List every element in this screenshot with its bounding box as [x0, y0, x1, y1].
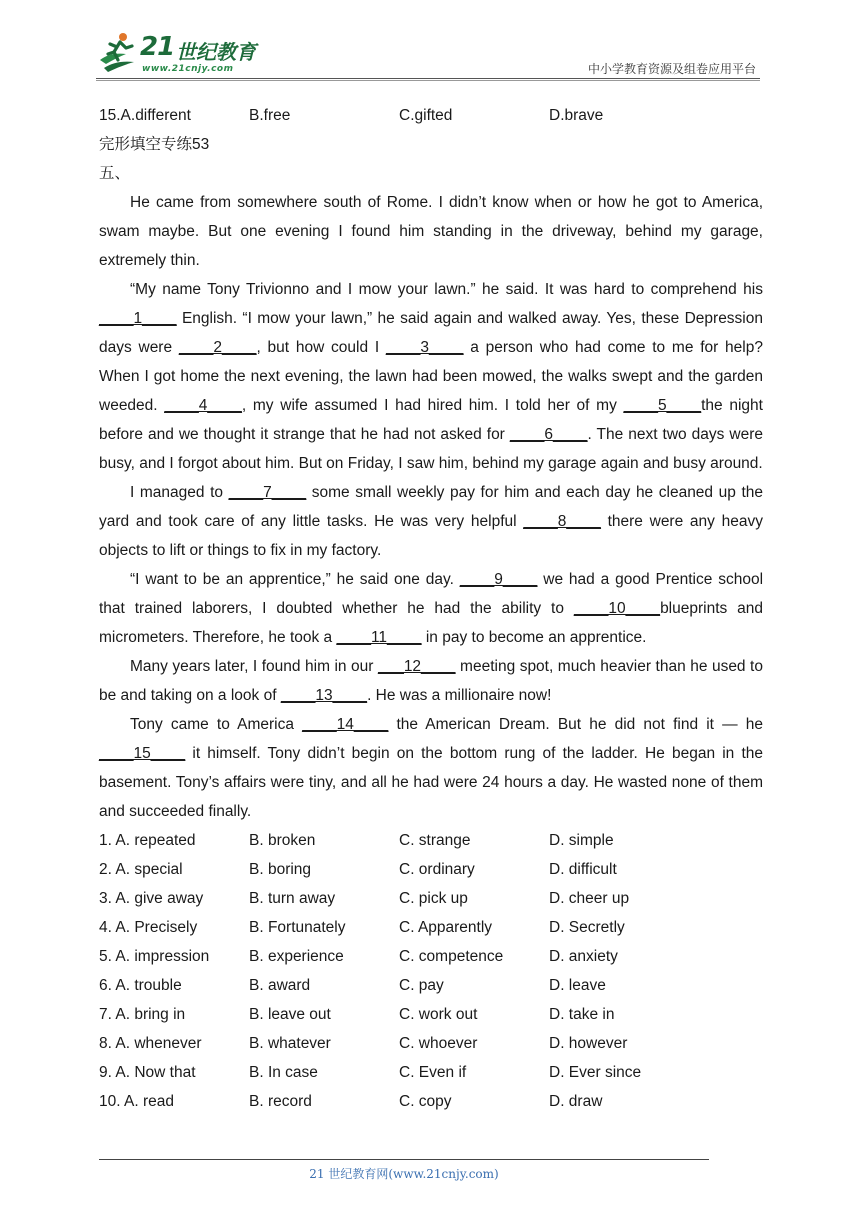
option-d: D. anxiety	[549, 948, 618, 965]
question-options	[99, 913, 763, 942]
option-d: D. Ever since	[549, 1064, 642, 1081]
cloze-blank: ____7____	[228, 484, 307, 501]
question-options	[99, 1029, 763, 1058]
option-d: D. difficult	[549, 861, 617, 878]
passage-text: I managed to	[130, 484, 229, 501]
options-list	[99, 826, 763, 1116]
passage-text: . He was a millionaire now!	[367, 687, 552, 704]
option-a: 4. A. Precisely	[99, 919, 198, 936]
question-options	[99, 1087, 763, 1116]
passage-paragraph	[99, 188, 763, 275]
passage-text: “I want to be an apprentice,” he said one day.	[130, 571, 460, 588]
footer-source: 21 世纪教育网(www.21cnjy.com)	[309, 1167, 499, 1181]
passage-text: it himself. Tony didn’t begin on the bottom rung of the ladder. He began in the basement. Tony’s affairs were tiny, and all he had were 24 hours a day. He wasted none of them and succeeded finally.	[99, 745, 763, 820]
passage-paragraph	[99, 565, 763, 652]
option-b: B. boring	[249, 861, 312, 878]
option-c: C. ordinary	[399, 861, 475, 878]
option-b: B. experience	[249, 948, 344, 965]
option-c: C. work out	[399, 1006, 478, 1023]
option-a: 1. A. repeated	[99, 832, 196, 849]
option-d: D.brave	[549, 107, 604, 124]
header-divider	[96, 78, 760, 79]
option-a: 8. A. whenever	[99, 1035, 202, 1052]
cloze-blank: ___12____	[377, 658, 456, 675]
cloze-blank: ____8____	[523, 513, 601, 530]
option-a: 7. A. bring in	[99, 1006, 186, 1023]
option-b: B. In case	[249, 1064, 318, 1081]
question-options	[99, 855, 763, 884]
option-b: B. leave out	[249, 1006, 331, 1023]
passage-text: some small weekly pay for him and each day he cleaned up the yard and took care of any little tasks. He was very helpful	[99, 484, 763, 530]
option-b: B.free	[249, 107, 291, 124]
passage-text: He came from somewhere south of Rome. I didn’t know when or how he got to America, swam maybe. But one evening I found him standing in the driveway, behind my garage, extremely thin.	[99, 194, 763, 269]
option-a: 10. A. read	[99, 1093, 174, 1110]
passage-paragraph	[99, 710, 763, 826]
option-d: D. draw	[549, 1093, 603, 1110]
header-divider-thin	[96, 80, 760, 81]
section-title: 完形填空专练53	[99, 136, 210, 153]
passage-paragraph	[99, 652, 763, 710]
question-options	[99, 942, 763, 971]
option-d: D. cheer up	[549, 890, 630, 907]
cloze-blank: ____14____	[302, 716, 389, 733]
page-header	[96, 30, 760, 80]
cloze-blank: ____3____	[385, 339, 464, 356]
passage-text: , my wife assumed I had hired him. I told her of my	[241, 397, 624, 414]
option-c: C. pick up	[399, 890, 468, 907]
passage-text: the American Dream. But he did not find it — he	[388, 716, 763, 733]
logo-chinese-name: 世纪教育	[176, 40, 256, 64]
passage-text: in pay to become an apprentice.	[421, 629, 647, 646]
passage-text: meeting spot, much heavier than he used to be and taking on a look of	[99, 658, 763, 704]
option-a: 9. A. Now that	[99, 1064, 196, 1081]
option-b: B. record	[249, 1093, 312, 1110]
cloze-blank: ____9____	[459, 571, 538, 588]
cloze-blank: ____10____	[573, 600, 661, 617]
question-options	[99, 884, 763, 913]
passage-text: . The next two days were busy, and I forgot about him. But on Friday, I saw him, behind my garage again and busy around.	[99, 426, 763, 472]
option-c: C. Apparently	[399, 919, 493, 936]
passage-text: a person who had come to me for help? When I got home the next evening, the lawn had been mowed, the walks swept and the garden weeded.	[99, 339, 763, 414]
option-d: D. leave	[549, 977, 606, 994]
option-c: C. whoever	[399, 1035, 478, 1052]
logo	[96, 30, 266, 80]
option-b: B. award	[249, 977, 311, 994]
passage-text: , but how could I	[256, 339, 386, 356]
option-d: D. simple	[549, 832, 614, 849]
option-c: C.gifted	[399, 107, 453, 124]
cloze-blank: ____2____	[178, 339, 257, 356]
question-options	[99, 826, 763, 855]
cloze-blank: ____6____	[509, 426, 588, 443]
option-c: C. competence	[399, 948, 504, 965]
option-b: B. Fortunately	[249, 919, 346, 936]
cloze-blank: ____5____	[623, 397, 702, 414]
passage-text: “My name Tony Trivionno and I mow your lawn.” he said. It was hard to comprehend his	[130, 281, 763, 298]
option-a: 15.A.different	[99, 107, 191, 124]
runner-logo-icon	[96, 30, 140, 74]
option-d: D. however	[549, 1035, 628, 1052]
passage-paragraph	[99, 478, 763, 565]
option-c: C. strange	[399, 832, 471, 849]
cloze-blank: ____11____	[336, 629, 422, 646]
logo-number: 21	[140, 32, 175, 62]
passage-paragraph	[99, 275, 763, 478]
option-c: C. copy	[399, 1093, 452, 1110]
option-a: 6. A. trouble	[99, 977, 182, 994]
option-c: C. Even if	[399, 1064, 467, 1081]
passage-text: Tony came to America	[130, 716, 303, 733]
passage-text: blueprints and micrometers. Therefore, he took a	[99, 600, 764, 646]
cloze-blank: ____4____	[164, 397, 242, 414]
option-c: C. pay	[399, 977, 444, 994]
cloze-blank: ____1____	[99, 310, 177, 327]
option-b: B. turn away	[249, 890, 336, 907]
section-number: 五、	[99, 165, 131, 182]
option-a: 3. A. give away	[99, 890, 204, 907]
document-body	[99, 101, 763, 1116]
passage-text: Many years later, I found him in our	[130, 658, 378, 675]
passage-text: English. “I mow your lawn,” he said again and walked away. Yes, these Depression days were	[99, 310, 763, 356]
platform-name: 中小学教育资源及组卷应用平台	[587, 62, 756, 76]
option-b: B. whatever	[249, 1035, 331, 1052]
passage	[99, 188, 763, 826]
option-d: D. take in	[549, 1006, 615, 1023]
logo-url: www.21cnjy.com	[142, 64, 234, 74]
option-a: 5. A. impression	[99, 948, 210, 965]
passage-text: the night before and we thought it strange that he had not asked for	[99, 397, 763, 443]
cloze-blank: ____15____	[99, 745, 186, 762]
cloze-blank: ____13____	[280, 687, 368, 704]
option-b: B. broken	[249, 832, 316, 849]
question-options	[99, 1000, 763, 1029]
passage-text: we had a good Prentice school that trained laborers, I doubted whether he had the ability to	[99, 571, 764, 617]
footer-divider	[99, 1159, 709, 1160]
option-a: 2. A. special	[99, 861, 183, 878]
passage-text: there were any heavy objects to lift or things to fix in my factory.	[99, 513, 763, 559]
option-d: D. Secretly	[549, 919, 625, 936]
question-options	[99, 971, 763, 1000]
prev-question-options	[99, 101, 763, 130]
question-options	[99, 1058, 763, 1087]
